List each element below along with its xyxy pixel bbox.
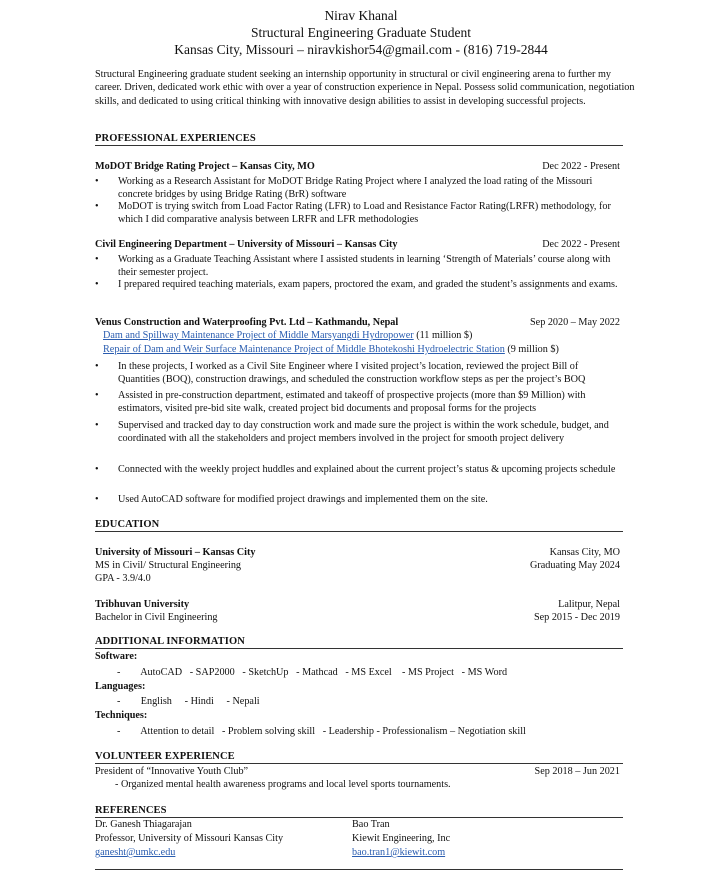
volunteer-detail: - Organized mental health awareness programs and local level sports tournaments. [115,779,451,790]
section-heading-references: REFERENCES [95,805,623,818]
resume-page: Nirav Khanal Structural Engineering Graduate Student Kansas City, Missouri – niravkishor54@gmail.com - (816) 719-2844 Structural Engineering graduate student seeking an internship opportunity in structural or civil engineering arena to further my career. Driven, dedicated work ethic with over a year of construction experience in Nepal. Possess solid communication, negotiation skills, and dedicated to using critical thinking with innovative design abilities to assist in developing successful projects. PROFESSIONAL EXPERIENCES MoDOT Bridge Rating Project – Kansas City, MO Dec 2022 - Present • Working as a Research Assistant for MoDOT Bridge Rating Project where I analyzed the load rating of the Missouri concrete bridges by using Bridge Rating (BrR) software • MoDOT is trying switch from Load Factor Rating (LFR) to Load and Resistance Factor Rating(LRFR) methodology, for which I did comparative analysis between LRFR and LFR methodologies Civil Engineering Department – University of Missouri – Kansas City Dec 2022 - Present • Working as a Graduate Teaching Assistant where I assisted students in learning ‘Strength of Materials’ course along with their semester project. • I prepared required teaching materials, exam papers, proctored the exam, and graded the student’s assignments and exams. Venus Construction and Waterproofing Pvt. Ltd – Kathmandu, Nepal Sep 2020 – May 2022 Dam and Spillway Maintenance Project of Middle Marsyangdi Hydropower (11 million $) Repair of Dam and Weir Surface Maintenance Project of Middle Bhotekoshi Hydroelectric Station (9 million $) • In these projects, I worked as a Civil Site Engineer where I visited project’s location, reviewed the project Bill of Quantities (BOQ), construction drawings, and scheduled the construction workflow steps as per the project’s BOQ • Assisted in pre-construction department, estimated and takeoff of prospective projects (more than $9 Million) with estimators, visited pre-bid site walk, created project bid documents and proposal forms for the projects • Supervised and tracked day to day construction work and made sure the project is within the work schedule, budget, and coordinated with all the stakeholders and project members involved in the project for smooth project delivery • Connected with the weekly project huddles and explained about the current project’s status & upcoming projects schedule • Used AutoCAD software for modified project drawings and implemented them on the site. EDUCATION University of Missouri – Kansas City Kansas City, MO MS in Civil/ Structural Engineering Graduating May 2024 GPA - 3.9/4.0 Tribhuvan University Lalitpur, Nepal Bachelor in Civil Engineering Sep 2015 - Dec 2019 ADDITIONAL INFORMATION Software: - AutoCAD - SAP2000 - SketchUp - Mathcad - MS Excel - MS Project - MS Word Languages: - English - Hindi - Nepali Techniques: - Attention to detail - Problem solving skill - Leadership - Professionalism – Negotiation skill VOLUNTEER EXPERIENCE President of “Innovative Youth Club” Sep 2018 – Jun 2021 - Organized mental health awareness programs and local level sports tournaments. REFERENCES Dr. Ganesh Thiagarajan Professor, University of Missouri Kansas City ganesht@umkc.edu Bao Tran Kiewit Engineering, Inc bao.tran1@kiewit.com [0,0,722,888]
project-link[interactable]: Dam and Spillway Maintenance Project of Middle Marsyangdi Hydropower [103,330,414,341]
project-value: (11 million $) [413,330,473,341]
software-list: - AutoCAD - SAP2000 - SketchUp - Mathcad - MS Excel - MS Project - MS Word [117,667,508,678]
project-link[interactable]: Repair of Dam and Weir Surface Maintenance Project of Middle Bhotekoshi Hydroelectric Station [103,344,505,355]
bullet-text: Working as a Graduate Teaching Assistant where I assisted students in learning ‘Strength of Materials’ course along with their semester project. [118,254,611,279]
bullet-text: Connected with the weekly project huddles and explained about the current project’s status & upcoming projects schedule [118,464,616,475]
reference-org: Kiewit Engineering, Inc [352,833,451,844]
bullet-text: I prepared required teaching materials, exam papers, proctored the exam, and graded the student’s assignments and exams. [118,279,618,290]
section-heading-experience: PROFESSIONAL EXPERIENCES [95,133,623,146]
school-location: Kansas City, MO [549,547,620,558]
graduation-date: Sep 2015 - Dec 2019 [533,612,620,623]
reference-name: Dr. Ganesh Thiagarajan [95,819,192,830]
footer-divider [95,869,623,870]
summary-paragraph: Structural Engineering graduate student seeking an internship opportunity in structural or civil engineering arena to further my career. Driven, dedicated work ethic with over a year of construction experience in Nepal. Possess solid communication, negotiation skills, and dedicated to using critical thinking with innovative design abilities to assist in developing successful projects. [95,69,635,107]
job-title: MoDOT Bridge Rating Project – Kansas City, MO [95,161,315,172]
contact-line: Kansas City, Missouri – niravkishor54@gmail.com - (816) 719-2844 [174,42,548,57]
section-heading-volunteer: VOLUNTEER EXPERIENCE [95,751,623,764]
graduation-date: Graduating May 2024 [530,560,620,571]
reference-org: Professor, University of Missouri Kansas City [95,833,284,844]
resume-header [0,7,722,58]
languages-list: - English - Hindi - Nepali [117,696,260,707]
volunteer-role: President of “Innovative Youth Club” [95,766,249,777]
reference-name: Bao Tran [352,819,390,830]
school-name: Tribhuvan University [95,599,190,610]
degree: Bachelor in Civil Engineering [95,612,218,623]
reference-email-link[interactable]: bao.tran1@kiewit.com [352,847,446,858]
bullet-text: MoDOT is trying switch from Load Factor Rating (LFR) to Load and Resistance Factor Rating(LRFR) methodology, for which I did comparative analysis between LRFR and LFR methodologies [118,201,611,226]
section-heading-education: EDUCATION [95,519,623,532]
bullet-text: Supervised and tracked day to day construction work and made sure the project is within the work schedule, budget, and coordinated with all the stakeholders and project members involved in the project for smooth project delivery [118,420,609,445]
bullet-text: Assisted in pre-construction department, estimated and takeoff of prospective projects (more than $9 Million) with estimators, visited pre-bid site walk, created project bid documents and proposal forms for the projects [118,390,586,415]
project-link-row [103,343,559,356]
bullet-text: Working as a Research Assistant for MoDOT Bridge Rating Project where I analyzed the load rating of the Missouri concrete bridges by using Bridge Rating (BrR) software [118,176,593,201]
techniques-label: Techniques: [95,710,148,721]
degree: MS in Civil/ Structural Engineering [95,560,242,571]
job-dates: Dec 2022 - Present [542,239,620,250]
school-location: Lalitpur, Nepal [558,599,620,610]
volunteer-dates: Sep 2018 – Jun 2021 [534,766,620,777]
gpa: GPA - 3.9/4.0 [95,573,151,584]
section-heading-additional: ADDITIONAL INFORMATION [95,636,623,649]
school-name: University of Missouri – Kansas City [95,547,256,558]
bullet-text: In these projects, I worked as a Civil Site Engineer where I visited project’s location, reviewed the project Bill of Quantities (BOQ), construction drawings, and scheduled the construction workflow steps as per the project’s BOQ [118,361,586,386]
bullet-text: Used AutoCAD software for modified project drawings and implemented them on the site. [118,494,488,505]
job-title: Civil Engineering Department – University of Missouri – Kansas City [95,239,398,250]
candidate-title: Structural Engineering Graduate Student [250,25,472,40]
reference-email-link[interactable]: ganesht@umkc.edu [95,847,176,858]
project-value: (9 million $) [504,344,559,355]
job-dates: Dec 2022 - Present [542,161,620,172]
job-title: Venus Construction and Waterproofing Pvt. Ltd – Kathmandu, Nepal [95,317,399,328]
job-dates: Sep 2020 – May 2022 [530,317,620,328]
software-label: Software: [95,651,138,662]
project-link-row [103,329,472,342]
candidate-name: Nirav Khanal [324,8,398,23]
languages-label: Languages: [95,681,146,692]
techniques-list: - Attention to detail - Problem solving skill - Leadership - Professionalism – Negotiation skill [117,726,526,737]
